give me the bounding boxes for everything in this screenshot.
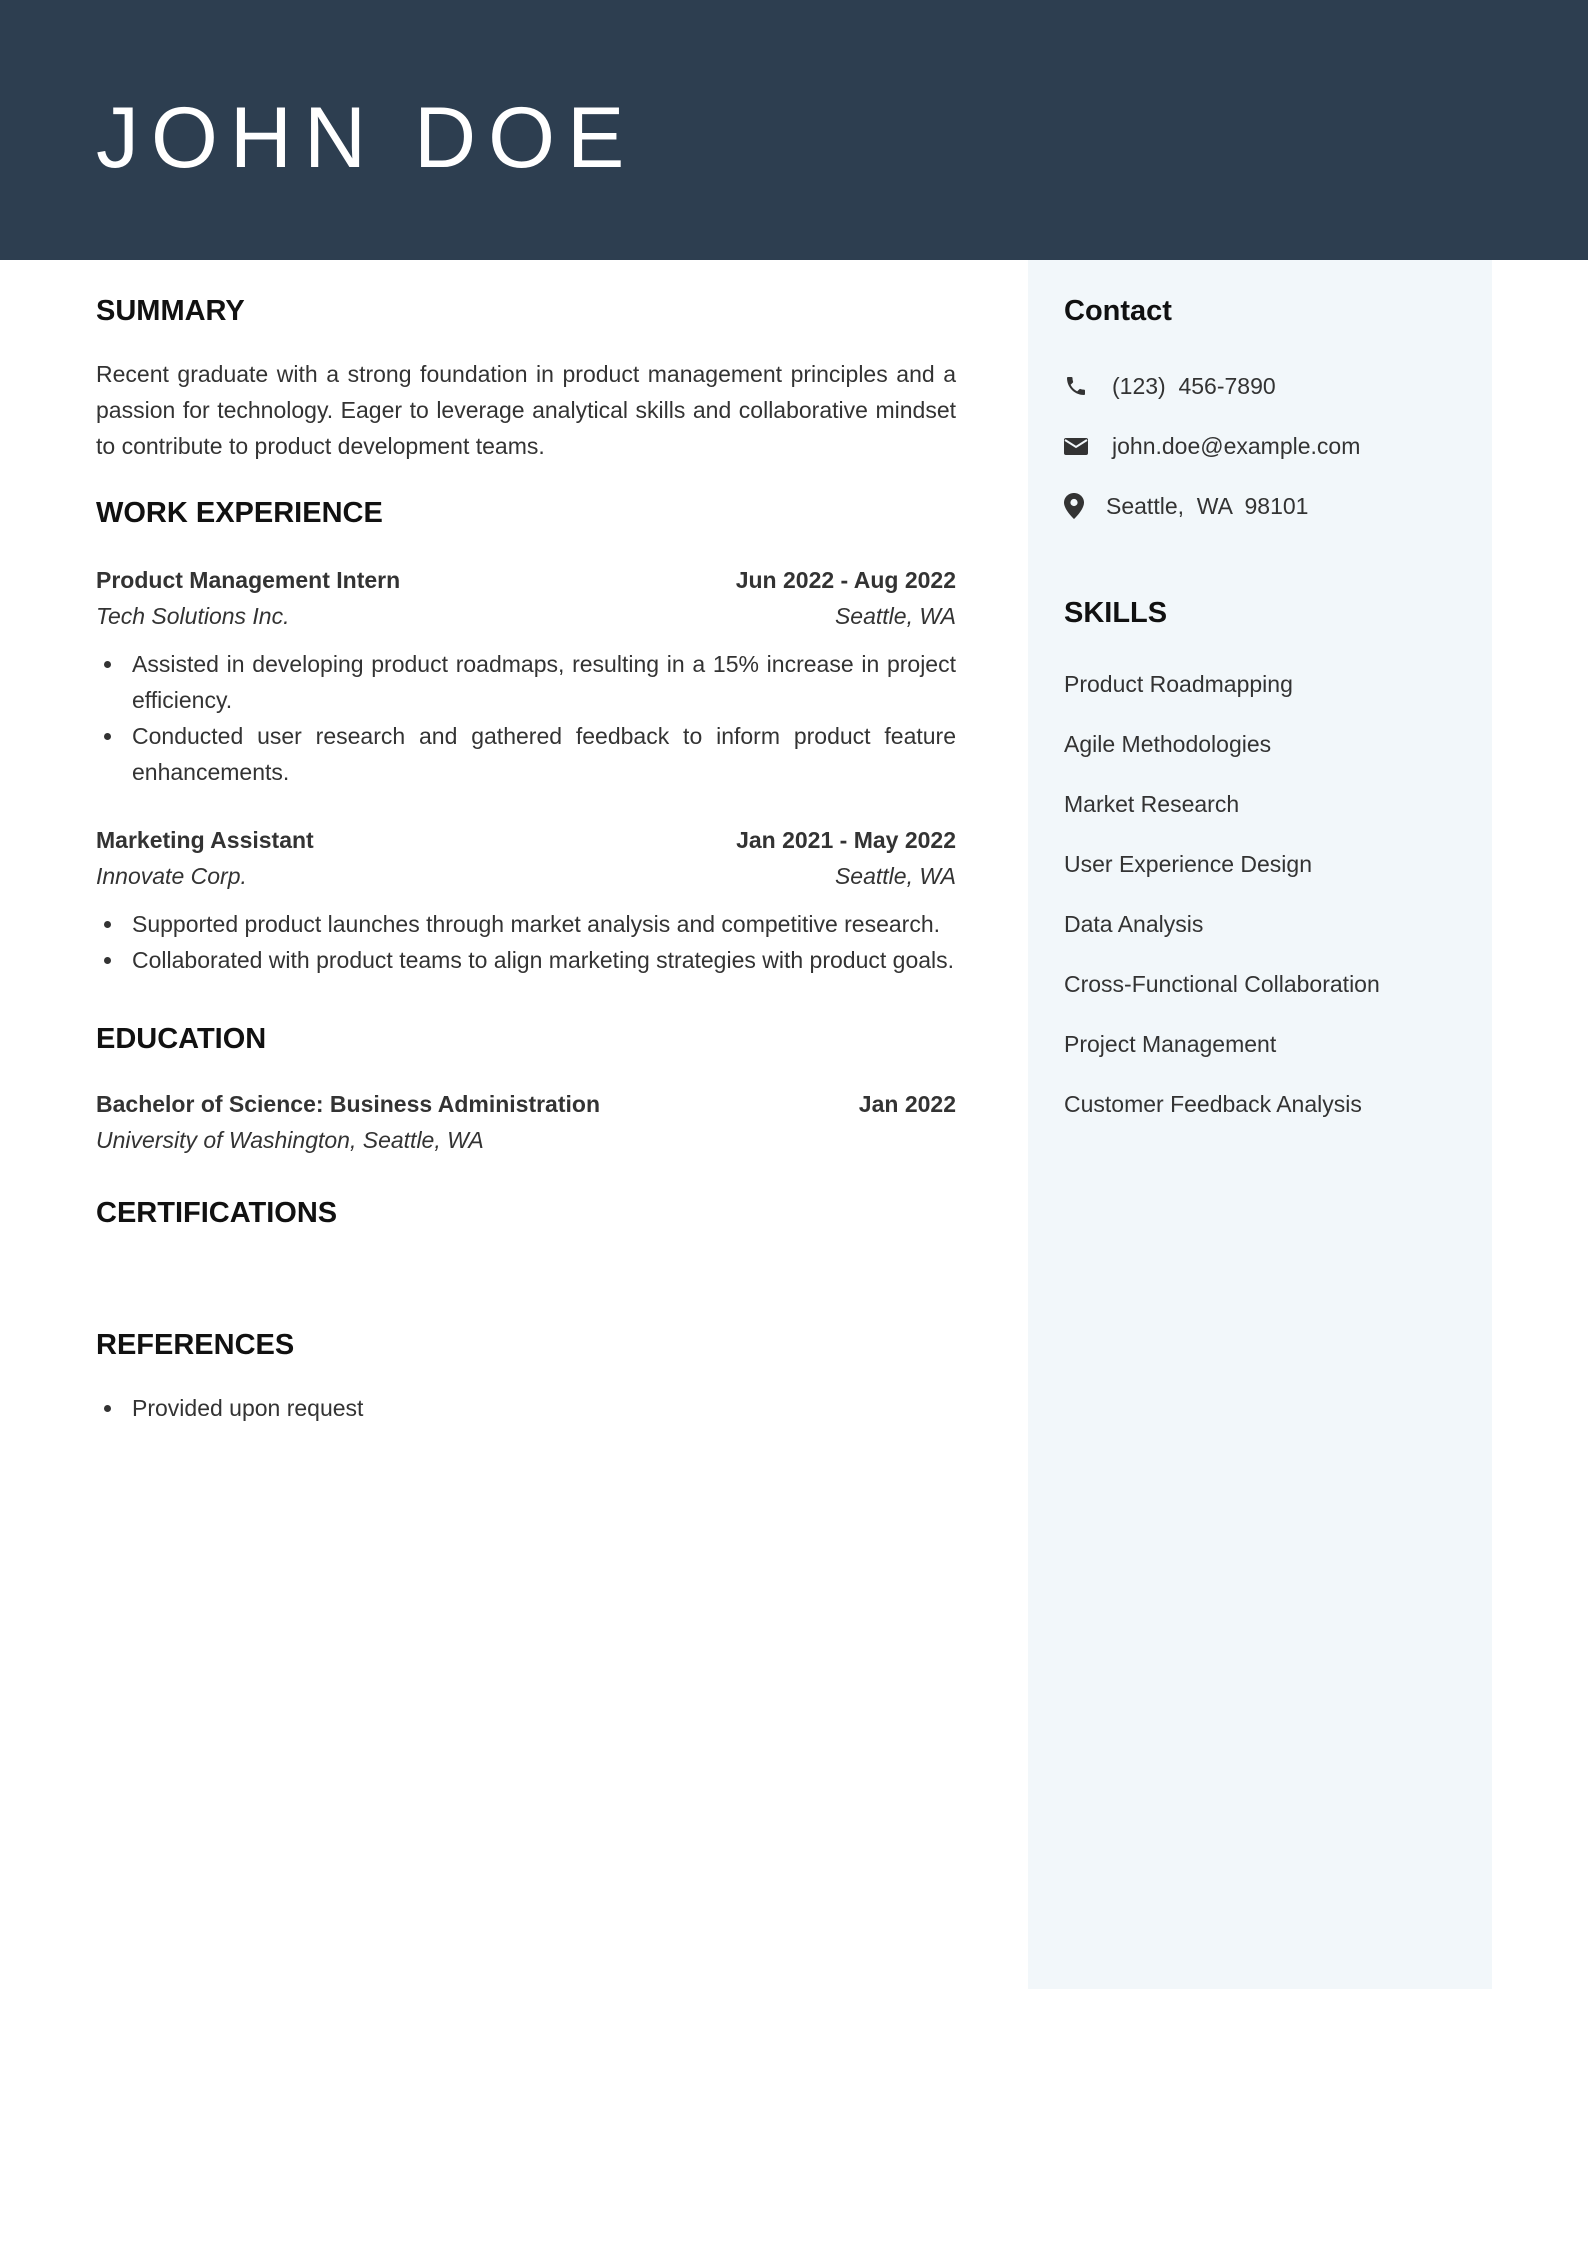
job-company: Innovate Corp. <box>96 863 247 889</box>
contact-heading: Contact <box>1064 295 1172 327</box>
certifications-heading: CERTIFICATIONS <box>96 1197 338 1229</box>
bullet-text: Conducted user research and gathered feedback to inform product feature enhancements. <box>132 723 956 785</box>
job-entry <box>96 562 956 790</box>
bullet-dot <box>104 921 111 928</box>
list-item <box>96 906 956 942</box>
bullet-text: Collaborated with product teams to align marketing strategies with product goals. <box>132 947 955 973</box>
certifications-section <box>96 1196 956 1230</box>
job-location: Seattle, WA <box>834 603 956 629</box>
skill-item: Cross-Functional Collaboration <box>1064 971 1380 997</box>
list-item <box>96 942 956 978</box>
graduation-date: Jan 2022 <box>858 1091 956 1117</box>
candidate-name: JOHN DOE <box>96 90 637 186</box>
job-bullets <box>96 906 956 978</box>
email-address: john.doe@example.com <box>1112 432 1361 459</box>
map-pin-icon <box>1064 493 1090 519</box>
skills-heading: SKILLS <box>1064 597 1168 629</box>
skill-item: Agile Methodologies <box>1064 731 1272 757</box>
education-section <box>96 1022 956 1158</box>
skills-list <box>1064 666 1492 1122</box>
contact-phone <box>1064 368 1492 404</box>
list-item <box>96 646 956 718</box>
summary-heading: SUMMARY <box>96 295 245 327</box>
job-title: Product Management Intern <box>96 567 401 593</box>
bullet-dot <box>104 661 111 668</box>
envelope-icon <box>1064 433 1090 459</box>
degree: Bachelor of Science: Business Administration <box>96 1091 600 1117</box>
phone-number: (123) 456-7890 <box>1112 372 1276 399</box>
bullet-text: Assisted in developing product roadmaps, resulting in a 15% increase in project efficiency. <box>132 651 956 713</box>
references-list <box>96 1390 956 1426</box>
job-bullets <box>96 646 956 790</box>
references-section <box>96 1328 956 1426</box>
job-dates: Jan 2021 - May 2022 <box>736 827 956 853</box>
skill-item: User Experience Design <box>1064 851 1313 877</box>
bullet-dot <box>104 957 111 964</box>
bullet-dot <box>104 733 111 740</box>
skill-item: Data Analysis <box>1064 911 1204 937</box>
bullet-dot <box>104 1405 111 1412</box>
skill-item: Product Roadmapping <box>1064 671 1293 697</box>
bullet-text: Provided upon request <box>132 1395 364 1421</box>
school: University of Washington, Seattle, WA <box>96 1127 484 1153</box>
list-item <box>96 1390 956 1426</box>
job-company: Tech Solutions Inc. <box>96 603 290 629</box>
header-banner <box>0 0 1588 260</box>
job-location: Seattle, WA <box>834 863 956 889</box>
references-heading: REFERENCES <box>96 1329 295 1361</box>
contact-email <box>1064 428 1492 464</box>
location-text: Seattle, WA 98101 <box>1106 492 1309 519</box>
job-dates: Jun 2022 - Aug 2022 <box>735 567 956 593</box>
contact-location <box>1064 488 1492 524</box>
skill-item: Market Research <box>1064 791 1240 817</box>
job-title: Marketing Assistant <box>96 827 314 853</box>
summary-section <box>96 260 956 464</box>
job-entry <box>96 822 956 978</box>
bullet-text: Supported product launches through market analysis and competitive research. <box>132 911 941 937</box>
work-experience-heading: WORK EXPERIENCE <box>96 497 383 529</box>
list-item <box>96 718 956 790</box>
summary-text: Recent graduate with a strong foundation in product management principles and a passion for technology. Eager to leverage analytical skills and collaborative mindset to contribute to product development teams. <box>96 361 956 459</box>
education-heading: EDUCATION <box>96 1023 267 1055</box>
main-column <box>96 260 956 1426</box>
phone-icon <box>1064 373 1090 399</box>
sidebar <box>1028 260 1492 1989</box>
skill-item: Customer Feedback Analysis <box>1064 1091 1362 1117</box>
skill-item: Project Management <box>1064 1031 1277 1057</box>
work-experience-section <box>96 496 956 978</box>
